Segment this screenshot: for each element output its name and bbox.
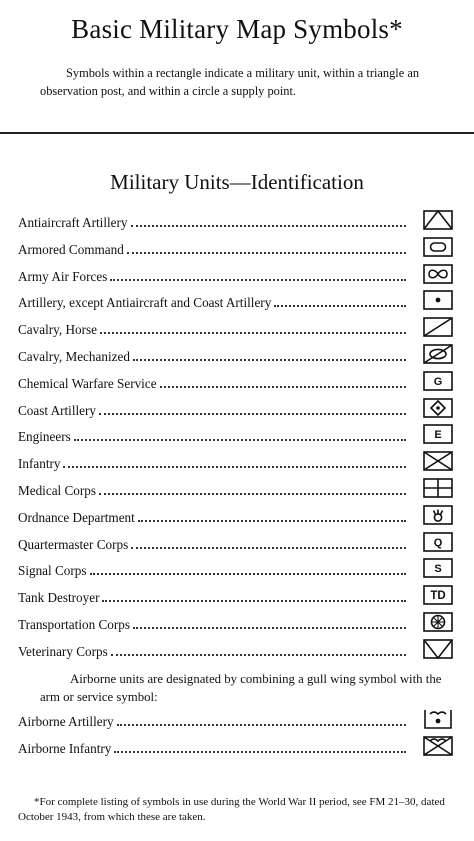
list-item [18,479,406,499]
list-item [18,613,406,633]
leader-dots [90,573,406,575]
ordnance-department-icon [423,505,453,525]
transportation-corps-icon [423,612,453,632]
signal-corps-icon [423,558,453,578]
page-title: Basic Military Map Symbols* [71,14,403,44]
section-title: Military Units—Identification [110,170,364,194]
leader-dots [138,520,406,522]
symbol-letter: G [433,375,443,388]
list-item [18,372,406,392]
leader-dots [133,627,406,629]
symbol-letter: E [434,429,442,442]
list-item [18,710,406,730]
unit-label: Armored Command [18,241,124,257]
symbol-letter: Q [433,536,443,549]
leader-dots [133,359,406,361]
footnote [18,795,458,825]
engineers-icon [423,424,453,444]
list-item [18,640,406,660]
leader-dots [99,493,406,495]
unit-label: Cavalry, Horse [18,322,97,338]
unit-label: Chemical Warfare Service [18,375,157,391]
unit-label: Transportation Corps [18,617,130,632]
leader-dots [110,279,406,281]
leader-dots [274,305,406,307]
list-item [18,737,406,757]
cavalry-mechanized-icon [423,344,453,364]
unit-label: Veterinary Corps [18,643,108,659]
unit-label: Army Air Forces [18,268,108,284]
intro-text: Symbols within a rectangle indicate a military unit, within a triangle an observation post, and within a circle a supply point. [40,66,420,98]
unit-label: Medical Corps [18,483,97,498]
list-item [18,586,406,606]
leader-dots [114,751,406,753]
list-item [18,399,406,419]
footnote-text: *For complete listing of symbols in use during the World War II period, see FM 21–30, dated October 1943, from which these are taken. [18,796,445,823]
list-item [18,506,406,526]
army-air-forces-icon [423,264,453,284]
leader-dots [117,724,406,726]
list-item [18,211,406,231]
leader-dots [63,466,406,468]
unit-label: Infantry [18,456,61,472]
armored-command-icon [423,237,453,257]
antiaircraft-artillery-icon [423,210,453,230]
leader-dots [111,654,406,656]
unit-label: Cavalry, Mechanized [18,349,130,364]
quartermaster-corps-icon [423,532,453,552]
unit-label: Artillery, except Antiaircraft and Coast Artillery [18,295,272,311]
list-item [18,425,406,445]
symbol-letter: S [434,563,442,576]
leader-dots [100,332,406,334]
list-item [18,291,406,311]
airborne-note [40,670,454,706]
intro-paragraph [40,64,454,100]
list-item [18,265,406,285]
symbol-letter: TD [430,590,446,603]
list-item [18,318,406,338]
unit-label: Quartermaster Corps [18,536,129,552]
list-item [18,238,406,258]
veterinary-corps-icon [423,639,453,659]
leader-dots [131,547,406,549]
leader-dots [160,386,406,388]
leader-dots [131,225,407,227]
unit-label: Antiaircraft Artillery [18,215,128,230]
tank-destroyer-icon [423,585,453,605]
artillery-icon [423,290,453,310]
airborne-note-text: Airborne units are designated by combining a gull wing symbol with the arm or service symbol: [40,672,442,704]
leader-dots [102,600,406,602]
list-item [18,559,406,579]
divider-rule [0,132,474,134]
leader-dots [127,252,406,254]
unit-label: Ordnance Department [18,509,135,525]
unit-label: Signal Corps [18,563,87,579]
unit-label: Coast Artillery [18,402,97,418]
coast-artillery-icon [423,398,453,418]
medical-corps-icon [423,478,453,498]
cavalry-horse-icon [423,317,453,337]
unit-label: Airborne Artillery [18,714,114,729]
unit-label: Airborne Infantry [18,740,112,756]
leader-dots [99,413,406,415]
infantry-icon [423,451,453,471]
airborne-artillery-icon [423,709,453,729]
list-item [18,452,406,472]
unit-label: Tank Destroyer [18,590,100,606]
chemical-warfare-service-icon [423,371,453,391]
unit-label: Engineers [18,429,71,445]
list-item [18,533,406,553]
leader-dots [74,439,406,441]
list-item [18,345,406,365]
airborne-infantry-icon [423,736,453,756]
